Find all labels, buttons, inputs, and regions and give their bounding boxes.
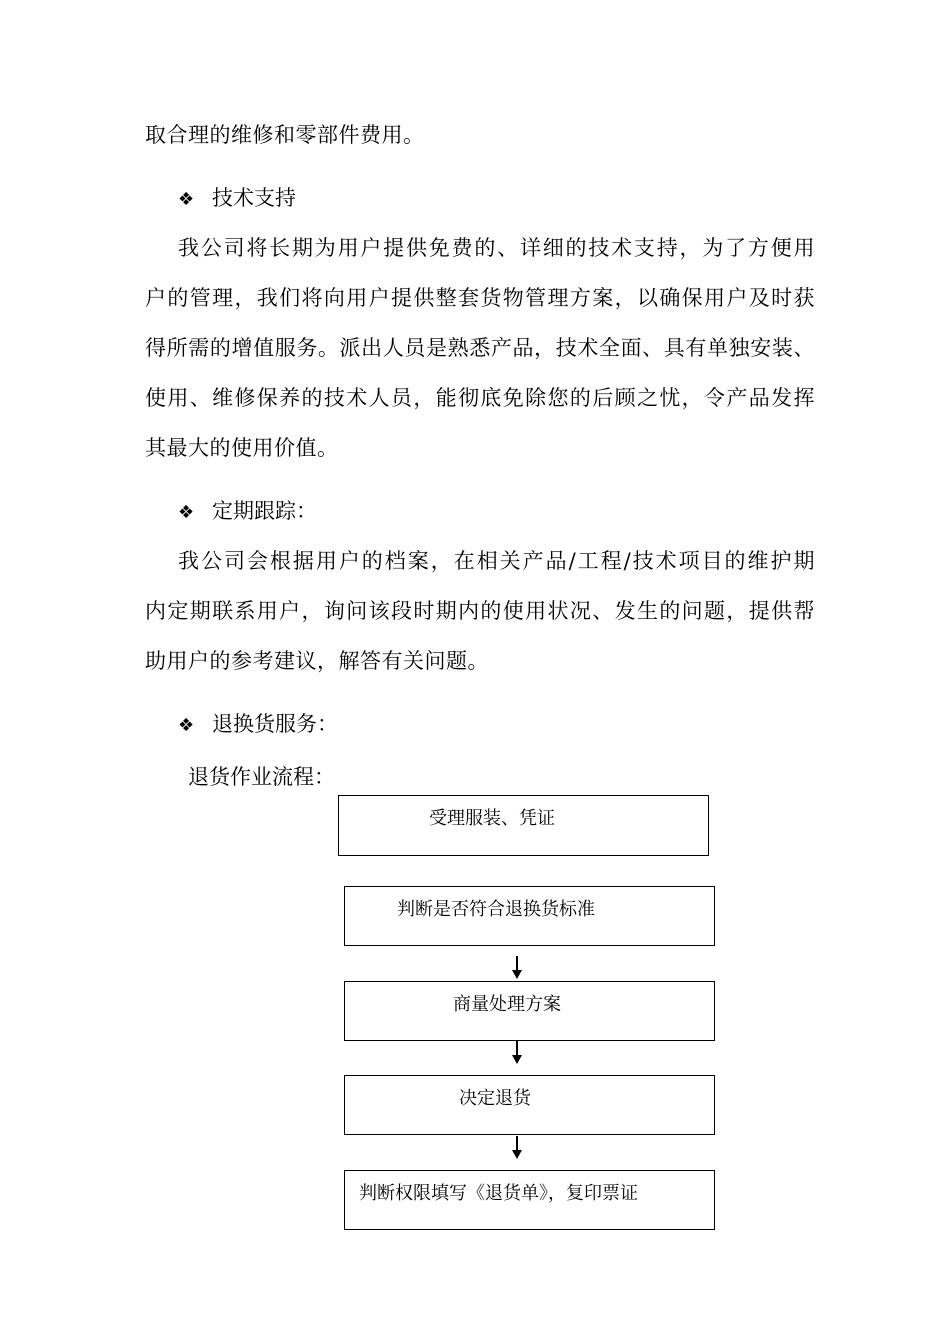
flow-arrow-3: [516, 1136, 518, 1151]
tech-support-heading-text: 技术支持: [212, 186, 296, 210]
tech-support-heading: [178, 183, 296, 215]
tech-support-line-3: 得所需的增值服务。派出人员是熟悉产品，技术全面、具有单独安装、: [145, 336, 815, 360]
flow-step-4-text: 决定退货: [459, 1088, 531, 1109]
tracking-heading: [178, 496, 317, 528]
flow-step-2-text: 判断是否符合退换货标准: [397, 899, 595, 920]
tracking-line-2: 内定期联系用户，询问该段时期内的使用状况、发生的问题，提供帮: [145, 599, 815, 623]
tracking-line-1: 我公司会根据用户的档案，在相关产品/工程/技术项目的维护期: [178, 549, 815, 573]
tracking-heading-text: 定期跟踪：: [212, 499, 317, 523]
tech-support-line-5: 其最大的使用价值。: [145, 436, 339, 460]
tracking-line-3: 助用户的参考建议，解答有关问题。: [145, 649, 489, 673]
flow-arrow-1: [516, 956, 518, 971]
return-flow-label: 退货作业流程：: [188, 765, 335, 789]
tech-support-line-1: 我公司将长期为用户提供免费的、详细的技术支持，为了方便用: [178, 236, 815, 260]
flow-step-2: [344, 886, 715, 946]
flow-step-3: [344, 981, 715, 1041]
diamond-bullet-icon: ❖: [178, 189, 195, 210]
returns-heading-text: 退换货服务：: [212, 712, 338, 736]
flow-step-3-text: 商量处理方案: [453, 994, 561, 1015]
diamond-bullet-icon: ❖: [178, 715, 195, 736]
flow-arrow-2: [516, 1041, 518, 1056]
tech-support-line-4: 使用、维修保养的技术人员，能彻底免除您的后顾之忧，令产品发挥: [145, 386, 815, 410]
diamond-bullet-icon: ❖: [178, 502, 195, 523]
flow-step-5: [344, 1170, 715, 1230]
flow-step-1: [338, 795, 709, 856]
tech-support-line-2: 户的管理，我们将向用户提供整套货物管理方案，以确保用户及时获: [145, 286, 815, 310]
flow-step-4: [344, 1075, 715, 1135]
flow-step-5-text: 判断权限填写《退货单》，复印票证: [359, 1183, 638, 1204]
intro-tail-text: 取合理的维修和零部件费用。: [145, 123, 425, 147]
returns-heading: [178, 709, 338, 741]
flow-step-1-text: 受理服装、凭证: [429, 808, 555, 829]
